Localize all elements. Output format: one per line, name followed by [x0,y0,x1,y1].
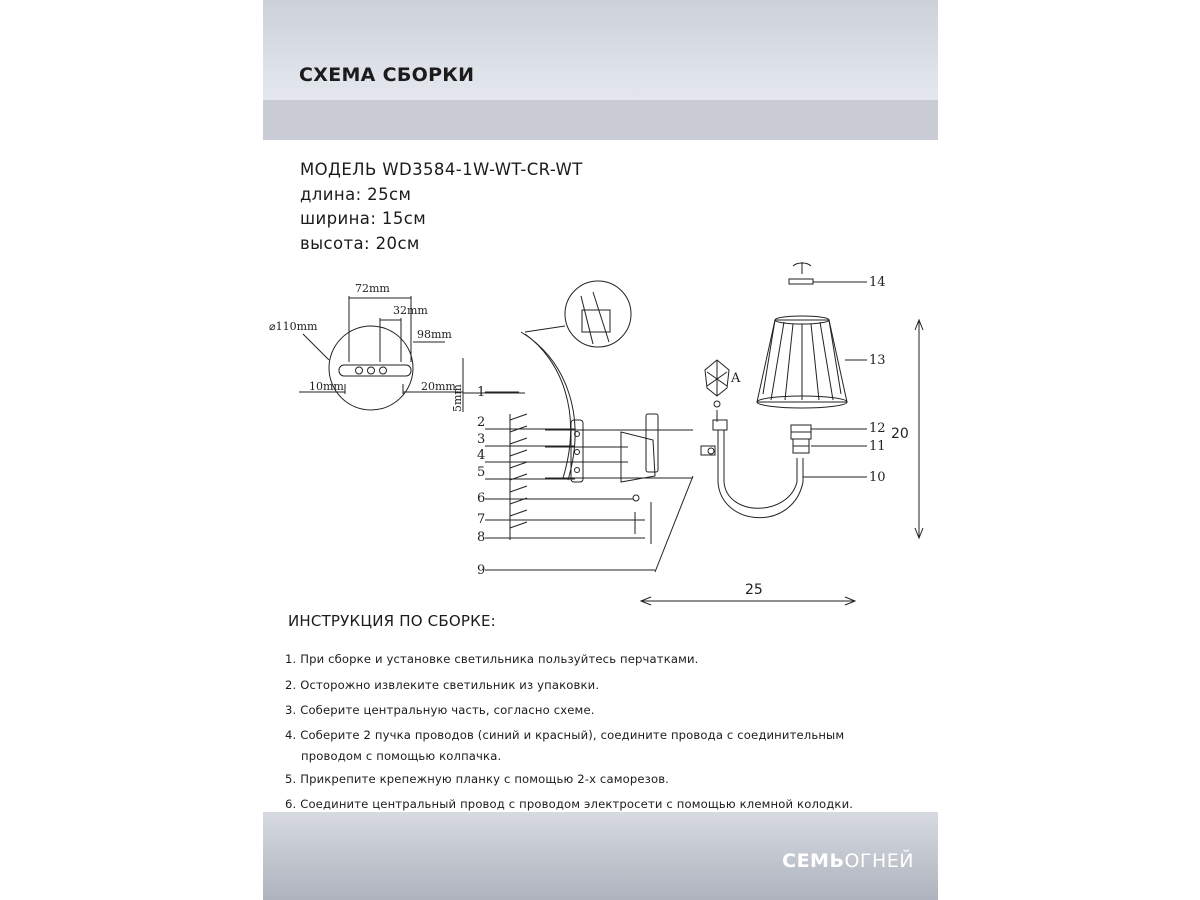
brand-light: ОГНЕЙ [844,850,914,872]
model-name: МОДЕЛЬ WD3584-1W-WT-CR-WT [300,160,583,179]
lamp-arm [701,420,803,518]
header-strip [263,100,938,140]
part-11: 11 [869,439,886,454]
footer-band [263,812,938,900]
part-13: 13 [869,353,886,368]
dim-20: 20mm [421,380,456,393]
list-item: 5. Прикрепите крепежную планку с помощью 2-х саморезов. [285,772,670,786]
part-2: 2 [477,415,486,430]
lamp-holder [791,425,811,453]
dim-5: 5mm [451,384,464,412]
list-item: 6. Соедините центральный провод с проводом электросети с помощью клемной колодки. [285,797,854,811]
spec-length: длина: 25см [300,184,412,204]
list-item: 2. Осторожно извлеките светильник из упаковки. [285,678,600,692]
connector-magnifier [525,281,631,347]
model-specs [300,158,583,256]
part-6: 6 [477,491,486,506]
dim-72: 72mm [355,282,390,295]
list-item: 3. Соберите центральную часть, согласно схеме. [285,703,595,717]
part-5: 5 [477,465,486,480]
part-12: 12 [869,421,886,436]
instruction-sheet [263,0,938,900]
bracket-assembly [463,332,714,572]
crystal-pendant [705,360,729,422]
instructions-title: ИНСТРУКЦИЯ ПО СБОРКЕ: [288,612,496,630]
leader-lines [485,282,867,570]
part-1: 1 [477,385,486,400]
spec-width: ширина: 15см [300,209,427,228]
page-title: СХЕМА СБОРКИ [299,64,475,86]
part-7: 7 [477,512,486,527]
mounting-plate-detail [299,296,463,412]
part-14: 14 [869,275,886,290]
part-8: 8 [477,530,486,545]
list-item: 4. Соберите 2 пучка проводов (синий и красный), соедините провода с соединительным [285,728,845,742]
assembly-diagram [263,262,938,612]
dim-110: ⌀110mm [269,320,318,333]
dim-98: 98mm [417,328,452,341]
overall-height: 20 [891,426,909,442]
part-3: 3 [477,432,486,447]
finial [789,262,813,284]
brand-bold: СЕМЬ [782,850,845,872]
wall-hatch [510,414,527,540]
lamp-shade [757,316,847,408]
label-a: A [731,371,741,386]
list-item: 1. При сборке и установке светильника пользуйтесь перчатками. [285,652,699,666]
part-10: 10 [869,470,886,485]
part-4: 4 [477,448,486,463]
overall-width: 25 [745,582,763,598]
part-9: 9 [477,563,486,578]
brand-logo [782,850,914,872]
list-item: проводом с помощью колпачка. [301,749,502,763]
spec-height: высота: 20см [300,233,420,253]
dim-10: 10mm [309,380,344,393]
dim-32: 32mm [393,304,428,317]
header-band [263,0,938,140]
